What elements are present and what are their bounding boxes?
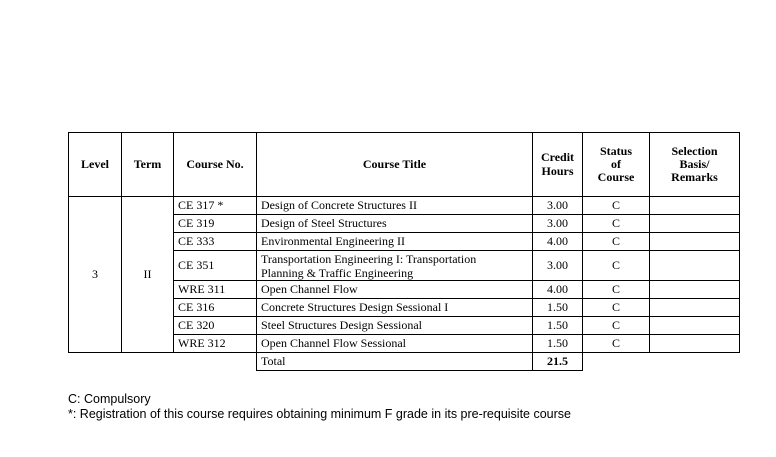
course-title-cell: Steel Structures Design Sessional <box>257 317 533 335</box>
footnote-prerequisite: *: Registration of this course requires obtaining minimum F grade in its pre-requisite course <box>68 407 572 421</box>
course-title-line1: Transportation Engineering I: Transportation <box>261 251 477 266</box>
footnotes <box>68 392 571 422</box>
credit-cell: 3.00 <box>533 215 583 233</box>
remarks-cell <box>650 233 740 251</box>
credit-cell: 4.00 <box>533 233 583 251</box>
table-row <box>69 197 740 215</box>
blank-cell <box>650 353 740 371</box>
header-status-line3: Course <box>597 170 635 185</box>
course-no-cell: CE 319 <box>174 215 257 233</box>
header-status <box>583 133 650 197</box>
course-no-cell: CE 351 <box>174 251 257 281</box>
course-no-cell: CE 317 * <box>174 197 257 215</box>
status-cell: C <box>583 251 650 281</box>
total-row <box>69 353 740 371</box>
status-cell: C <box>583 197 650 215</box>
header-status-line2: of <box>611 156 621 171</box>
header-term: Term <box>122 133 174 197</box>
course-no-cell: CE 333 <box>174 233 257 251</box>
course-title-cell: Design of Concrete Structures II <box>257 197 533 215</box>
status-cell: C <box>583 215 650 233</box>
credit-cell: 1.50 <box>533 317 583 335</box>
header-status-line1: Status <box>599 143 632 158</box>
course-title-cell: Environmental Engineering II <box>257 233 533 251</box>
course-table <box>68 132 740 371</box>
credit-cell: 1.50 <box>533 335 583 353</box>
header-remarks <box>650 133 740 197</box>
footnote-compulsory: C: Compulsory <box>68 392 151 406</box>
total-label-cell: Total <box>257 353 533 371</box>
credit-cell: 1.50 <box>533 299 583 317</box>
header-course-no: Course No. <box>174 133 257 197</box>
header-row <box>69 133 740 197</box>
course-title-cell: Open Channel Flow <box>257 281 533 299</box>
course-no-cell: WRE 312 <box>174 335 257 353</box>
course-no-cell: CE 320 <box>174 317 257 335</box>
course-no-cell: WRE 311 <box>174 281 257 299</box>
header-course-title: Course Title <box>257 133 533 197</box>
total-value-cell: 21.5 <box>533 353 583 371</box>
remarks-cell <box>650 215 740 233</box>
header-remarks-line2: Basis/ <box>679 156 710 171</box>
blank-cell <box>122 353 174 371</box>
credit-cell: 3.00 <box>533 197 583 215</box>
term-cell: II <box>122 197 174 353</box>
header-credit-line1: Credit <box>540 150 575 165</box>
header-remarks-line3: Remarks <box>671 170 718 185</box>
credit-cell: 4.00 <box>533 281 583 299</box>
credit-cell: 3.00 <box>533 251 583 281</box>
remarks-cell <box>650 299 740 317</box>
header-credit-hours <box>533 133 583 197</box>
header-remarks-line1: Selection <box>671 143 718 158</box>
course-title-line2: Planning & Traffic Engineering <box>261 265 414 280</box>
remarks-cell <box>650 281 740 299</box>
blank-cell <box>174 353 257 371</box>
remarks-cell <box>650 197 740 215</box>
header-level: Level <box>69 133 122 197</box>
course-title-cell: Concrete Structures Design Sessional I <box>257 299 533 317</box>
status-cell: C <box>583 317 650 335</box>
course-title-cell <box>257 251 533 281</box>
remarks-cell <box>650 335 740 353</box>
level-cell: 3 <box>69 197 122 353</box>
course-title-cell: Design of Steel Structures <box>257 215 533 233</box>
blank-cell <box>583 353 650 371</box>
course-no-cell: CE 316 <box>174 299 257 317</box>
status-cell: C <box>583 335 650 353</box>
header-credit-line2: Hours <box>541 163 574 178</box>
blank-cell <box>69 353 122 371</box>
status-cell: C <box>583 281 650 299</box>
status-cell: C <box>583 299 650 317</box>
remarks-cell <box>650 251 740 281</box>
status-cell: C <box>583 233 650 251</box>
remarks-cell <box>650 317 740 335</box>
course-title-cell: Open Channel Flow Sessional <box>257 335 533 353</box>
